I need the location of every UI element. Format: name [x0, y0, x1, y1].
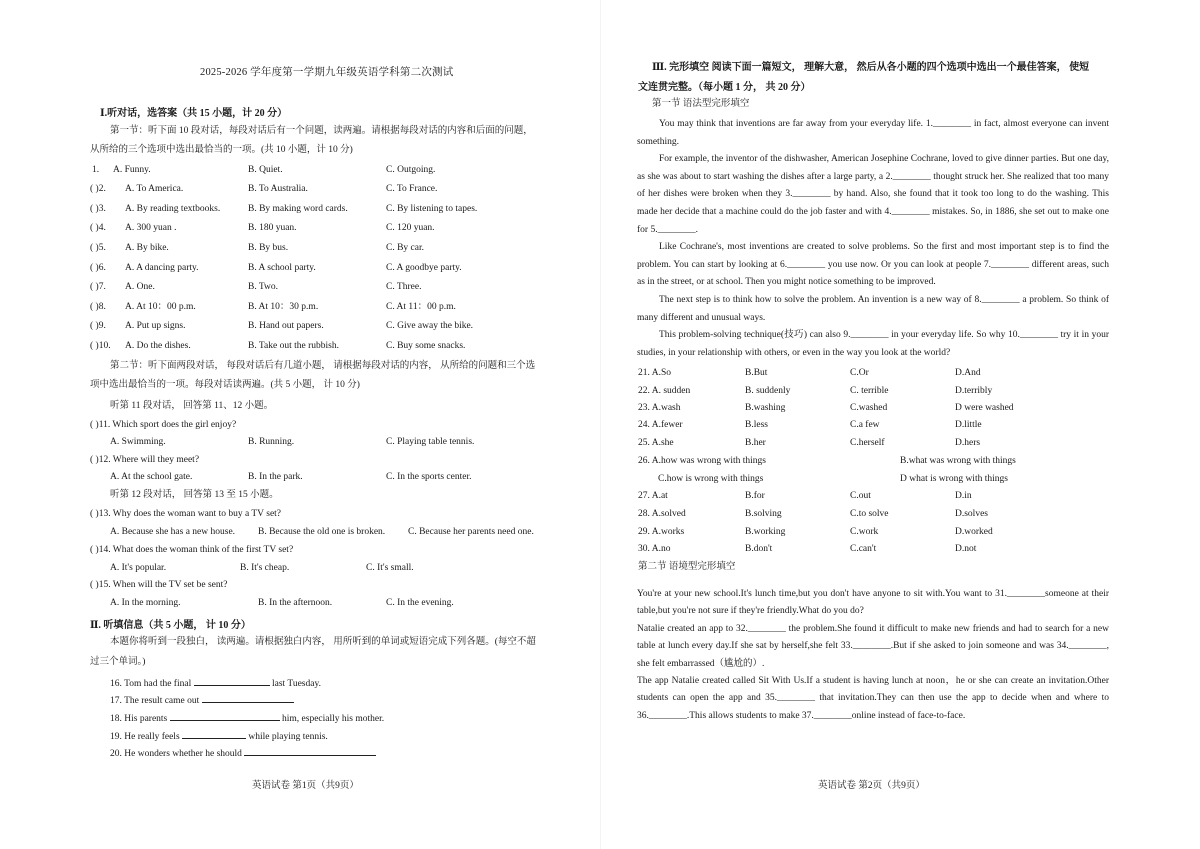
section2-instruction: 本题你将听到一段独白， 读两遍。请根据独白内容， 用所听到的单词或短语完成下列各题。(每空不超	[110, 637, 536, 647]
option-c: C. At 11：00 p.m.	[386, 302, 456, 312]
option-a: 22. A. sudden	[638, 386, 691, 396]
question-num: 1.	[92, 165, 100, 175]
question-num: ( )10.	[90, 341, 111, 351]
option-b: B. 180 yuan.	[248, 223, 297, 233]
option-c: C. Playing table tennis.	[386, 437, 475, 447]
answer-blank-17[interactable]	[202, 693, 294, 703]
option-a: 25. A.she	[638, 438, 674, 448]
option-b: B. Two.	[248, 282, 279, 292]
option-b: B. Hand out papers.	[248, 321, 324, 331]
option-a: 30. A.no	[638, 544, 671, 554]
option-d: D.solves	[955, 509, 988, 519]
question-11: ( )11. Which sport does the girl enjoy?	[90, 420, 237, 430]
fill-20	[110, 746, 376, 760]
option-c: C.a few	[850, 420, 880, 430]
option-a: A. Put up signs.	[125, 321, 186, 331]
option-a: A. Swimming.	[110, 437, 166, 447]
option-c: C. In the sports center.	[386, 472, 472, 482]
passage-paragraph: You may think that inventions are far away from your everyday life. 1.________ in fact, almost everyone can invent something.	[637, 119, 1109, 147]
section2-instruction-cont: 过三个单词。)	[90, 657, 146, 667]
passage-paragraph: Like Cochrane's, most inventions are created to solve problems. So the first and most important step is to find the problem. You can start by looking at 6.________ you use now. Or you can look at people 7.________ different areas, such as in the street, or at school. Then you might notice something to be improved.	[637, 242, 1109, 288]
option-d: D.worked	[955, 527, 993, 537]
fill-19	[110, 729, 328, 743]
fill-18-tail: him, especially his mother.	[282, 714, 385, 724]
option-a: 21. A.So	[638, 368, 671, 378]
question-num: ( )8.	[90, 302, 106, 312]
passage-paragraph: The app Natalie created called Sit With Us.If a student is having lunch at noon，he or she can create an invitation.Other students can open the app and 35.________ that invitation.They can then use the app to decide when and where to 36.________.This allows students to make 37.________online instead of face-to-face.	[637, 676, 1109, 721]
option-b: B.what was wrong with things	[900, 456, 1016, 466]
answer-blank-16[interactable]	[194, 676, 270, 686]
fill-17	[110, 693, 294, 707]
option-a: 27. A.at	[638, 491, 668, 501]
option-a: A. Because she has a new house.	[110, 527, 236, 537]
option-a: A. To America.	[125, 184, 184, 194]
option-a: 24. A.fewer	[638, 420, 683, 430]
option-d: D were washed	[955, 403, 1014, 413]
question-num: ( )3.	[90, 204, 106, 214]
question-num: ( )2.	[90, 184, 106, 194]
option-a: A. Funny.	[113, 165, 151, 175]
option-c: C.herself	[850, 438, 885, 448]
passage-paragraph: The next step is to think how to solve the problem. An invention is a new way of 8.________ a problem. So think of many different and unusual ways.	[637, 294, 1109, 323]
option-a: 26. A.how was wrong with things	[638, 456, 766, 466]
option-c: C. terrible	[850, 386, 889, 396]
section3-heading-cont: 文连贯完整。（每小题 1 分， 共 20 分）	[638, 82, 811, 93]
option-b: B. Because the old one is broken.	[258, 527, 386, 537]
part1-title: 第一节 语法型完形填空	[652, 99, 750, 109]
option-b: B. In the park.	[248, 472, 303, 482]
answer-blank-19[interactable]	[182, 729, 246, 739]
question-num: ( )6.	[90, 263, 106, 273]
option-c: C.out	[850, 491, 871, 501]
option-d: D.And	[955, 368, 981, 378]
passage-paragraph: For example, the inventor of the dishwasher, American Josephine Cochrane, loved to give dinner parties. But one day, as she was about to start washing the dishes after a large party, a 2.________ thought struck her. She realized that too many of her dishes were broken when they 3.________ by hand. Also, she found that it took too long to do the washing. This made her decide that a machine could do the job faster and with 4.________ mistakes. So, in 1886, she set out to make one for 5.________.	[637, 154, 1109, 235]
fill-16	[110, 676, 321, 690]
passage-paragraph: You're at your new school.It's lunch time,but you don't have anyone to sit with.You want to 31.________someone at their table,but you're not sure if they're friendly.What do you do?	[637, 589, 1109, 617]
option-a: 29. A.works	[638, 527, 685, 537]
option-a: A. 300 yuan .	[125, 223, 177, 233]
option-c: C. Buy some snacks.	[386, 341, 466, 351]
option-a: A. Do the dishes.	[125, 341, 191, 351]
option-c: C. It's small.	[366, 563, 414, 573]
option-c: C.work	[850, 527, 879, 537]
option-c: C. A goodbye party.	[386, 263, 462, 273]
option-a: A. A dancing party.	[125, 263, 199, 273]
fill-17-text: 17. The result came out	[110, 696, 200, 706]
fill-19-tail: while playing tennis.	[248, 732, 328, 742]
page-footer: 英语试卷 第2页（共9页）	[818, 781, 925, 791]
question-12: ( )12. Where will they meet?	[90, 455, 200, 465]
option-b: B.But	[745, 368, 768, 378]
fill-16-tail: last Tuesday.	[271, 679, 321, 689]
fill-20-text: 20. He wonders whether he should	[110, 749, 242, 759]
option-a: A. By bike.	[125, 243, 169, 253]
section2-heading: Ⅱ. 听填信息（共 5 小题， 计 10 分）	[90, 620, 251, 631]
option-b: B. By bus.	[248, 243, 289, 253]
option-d: D.terribly	[955, 386, 993, 396]
answer-blank-20[interactable]	[244, 746, 376, 756]
option-b: B. suddenly	[745, 386, 791, 396]
cloze-passage-2	[637, 586, 1109, 725]
option-d: D.not	[955, 544, 977, 554]
answer-blank-18[interactable]	[170, 711, 280, 721]
option-b: B.washing	[745, 403, 786, 413]
option-a: A. At 10：00 p.m.	[125, 302, 196, 312]
option-b: B. It's cheap.	[240, 563, 290, 573]
option-c: C. Because her parents need one.	[408, 527, 534, 537]
option-b: B.for	[745, 491, 765, 501]
option-b: B. Quiet.	[248, 165, 283, 175]
option-d: D.hers	[955, 438, 981, 448]
option-b: B.don't	[745, 544, 773, 554]
part2-title: 第二节 语境型完形填空	[638, 562, 736, 572]
option-b: B. At 10：30 p.m.	[248, 302, 319, 312]
passage-paragraph: This problem-solving technique(技巧) can also 9.________ in your everyday life. So why 10.________ try it in your studies, in your relationship with others, or even in the way you look at the world?	[637, 330, 1109, 358]
option-c: C. To France.	[386, 184, 438, 194]
dialog-12-label: 听第 12 段对话， 回答第 13 至 15 小题。	[110, 490, 279, 500]
option-b: B. To Australia.	[248, 184, 308, 194]
dialog-11-label: 听第 11 段对话， 回答第 11、12 小题。	[110, 401, 274, 411]
option-c: C. By car.	[386, 243, 424, 253]
part2-instruction: 第二节：听下面两段对话， 每段对话后有几道小题， 请根据每段对话的内容， 从所给的问题和三个选	[110, 361, 536, 371]
option-a: A. In the morning.	[110, 598, 181, 608]
exam-title: 2025-2026 学年度第一学期九年级英语学科第二次测试	[200, 67, 454, 78]
fill-18-text: 18. His parents	[110, 714, 168, 724]
option-a: A. By reading textbooks.	[125, 204, 221, 214]
option-c: C.can't	[850, 544, 877, 554]
option-c: C. By listening to tapes.	[386, 204, 478, 214]
question-15: ( )15. When will the TV set be sent?	[90, 580, 228, 590]
option-a: A. It's popular.	[110, 563, 167, 573]
part1-instruction: 第一节：听下面 10 段对话，每段对话后有一个问题，读两遍。请根据每段对话的内容和后面的问题，	[110, 126, 533, 136]
option-a: 28. A.solved	[638, 509, 686, 519]
section3-heading: Ⅲ. 完形填空 阅读下面一篇短文， 理解大意， 然后从各小题的四个选项中选出一个最佳答案， 使短	[652, 62, 1090, 73]
option-c: C. In the evening.	[386, 598, 454, 608]
option-c: C.to solve	[850, 509, 889, 519]
option-c: C.washed	[850, 403, 888, 413]
page-footer: 英语试卷 第1页（共9页）	[252, 781, 359, 791]
question-num: ( )9.	[90, 321, 106, 331]
question-13: ( )13. Why does the woman want to buy a TV set?	[90, 509, 282, 519]
option-d: D what is wrong with things	[900, 474, 1008, 484]
exam-page-2	[600, 0, 1200, 849]
option-c: C. Outgoing.	[386, 165, 436, 175]
question-num: ( )4.	[90, 223, 106, 233]
fill-19-text: 19. He really feels	[110, 732, 180, 742]
question-num: ( )5.	[90, 243, 106, 253]
option-b: B. In the afternoon.	[258, 598, 333, 608]
option-a: 23. A.wash	[638, 403, 681, 413]
option-b: B. Running.	[248, 437, 295, 447]
part1-instruction-cont: 从所给的三个选项中选出最恰当的一项。(共 10 小题，计 10 分)	[90, 145, 353, 155]
option-b: B.less	[745, 420, 768, 430]
part2-instruction-cont: 项中选出最恰当的一项。每段对话读两遍。(共 5 小题， 计 10 分)	[90, 380, 360, 390]
fill-16-text: 16. Tom had the final	[110, 679, 192, 689]
passage-paragraph: Natalie created an app to 32.________ the problem.She found it difficult to make new friends and had to search for a new table at lunch every day.If she sat by herself,she felt 33.________.But if she asked to join someone and was 34.________, she felt embarrassed（尴尬的）.	[637, 623, 1109, 669]
cloze-passage-1	[637, 116, 1109, 362]
option-c: C. Give away the bike.	[386, 321, 474, 331]
option-c: C. Three.	[386, 282, 422, 292]
option-b: B.solving	[745, 509, 782, 519]
option-c: C.Or	[850, 368, 869, 378]
section1-heading: Ⅰ.听对话，选答案（共 15 小题，计 20 分）	[100, 108, 288, 119]
option-b: B. By making word cards.	[248, 204, 348, 214]
option-a: A. One.	[125, 282, 155, 292]
option-d: D.in	[955, 491, 972, 501]
fill-18	[110, 711, 384, 725]
option-d: D.little	[955, 420, 982, 430]
option-b: B. Take out the rubbish.	[248, 341, 339, 351]
question-num: ( )7.	[90, 282, 106, 292]
option-b: B.her	[745, 438, 766, 448]
option-c: C. 120 yuan.	[386, 223, 435, 233]
option-b: B.working	[745, 527, 786, 537]
option-b: B. A school party.	[248, 263, 316, 273]
question-14: ( )14. What does the woman think of the first TV set?	[90, 545, 294, 555]
option-a: A. At the school gate.	[110, 472, 193, 482]
option-c: C.how is wrong with things	[658, 474, 764, 484]
